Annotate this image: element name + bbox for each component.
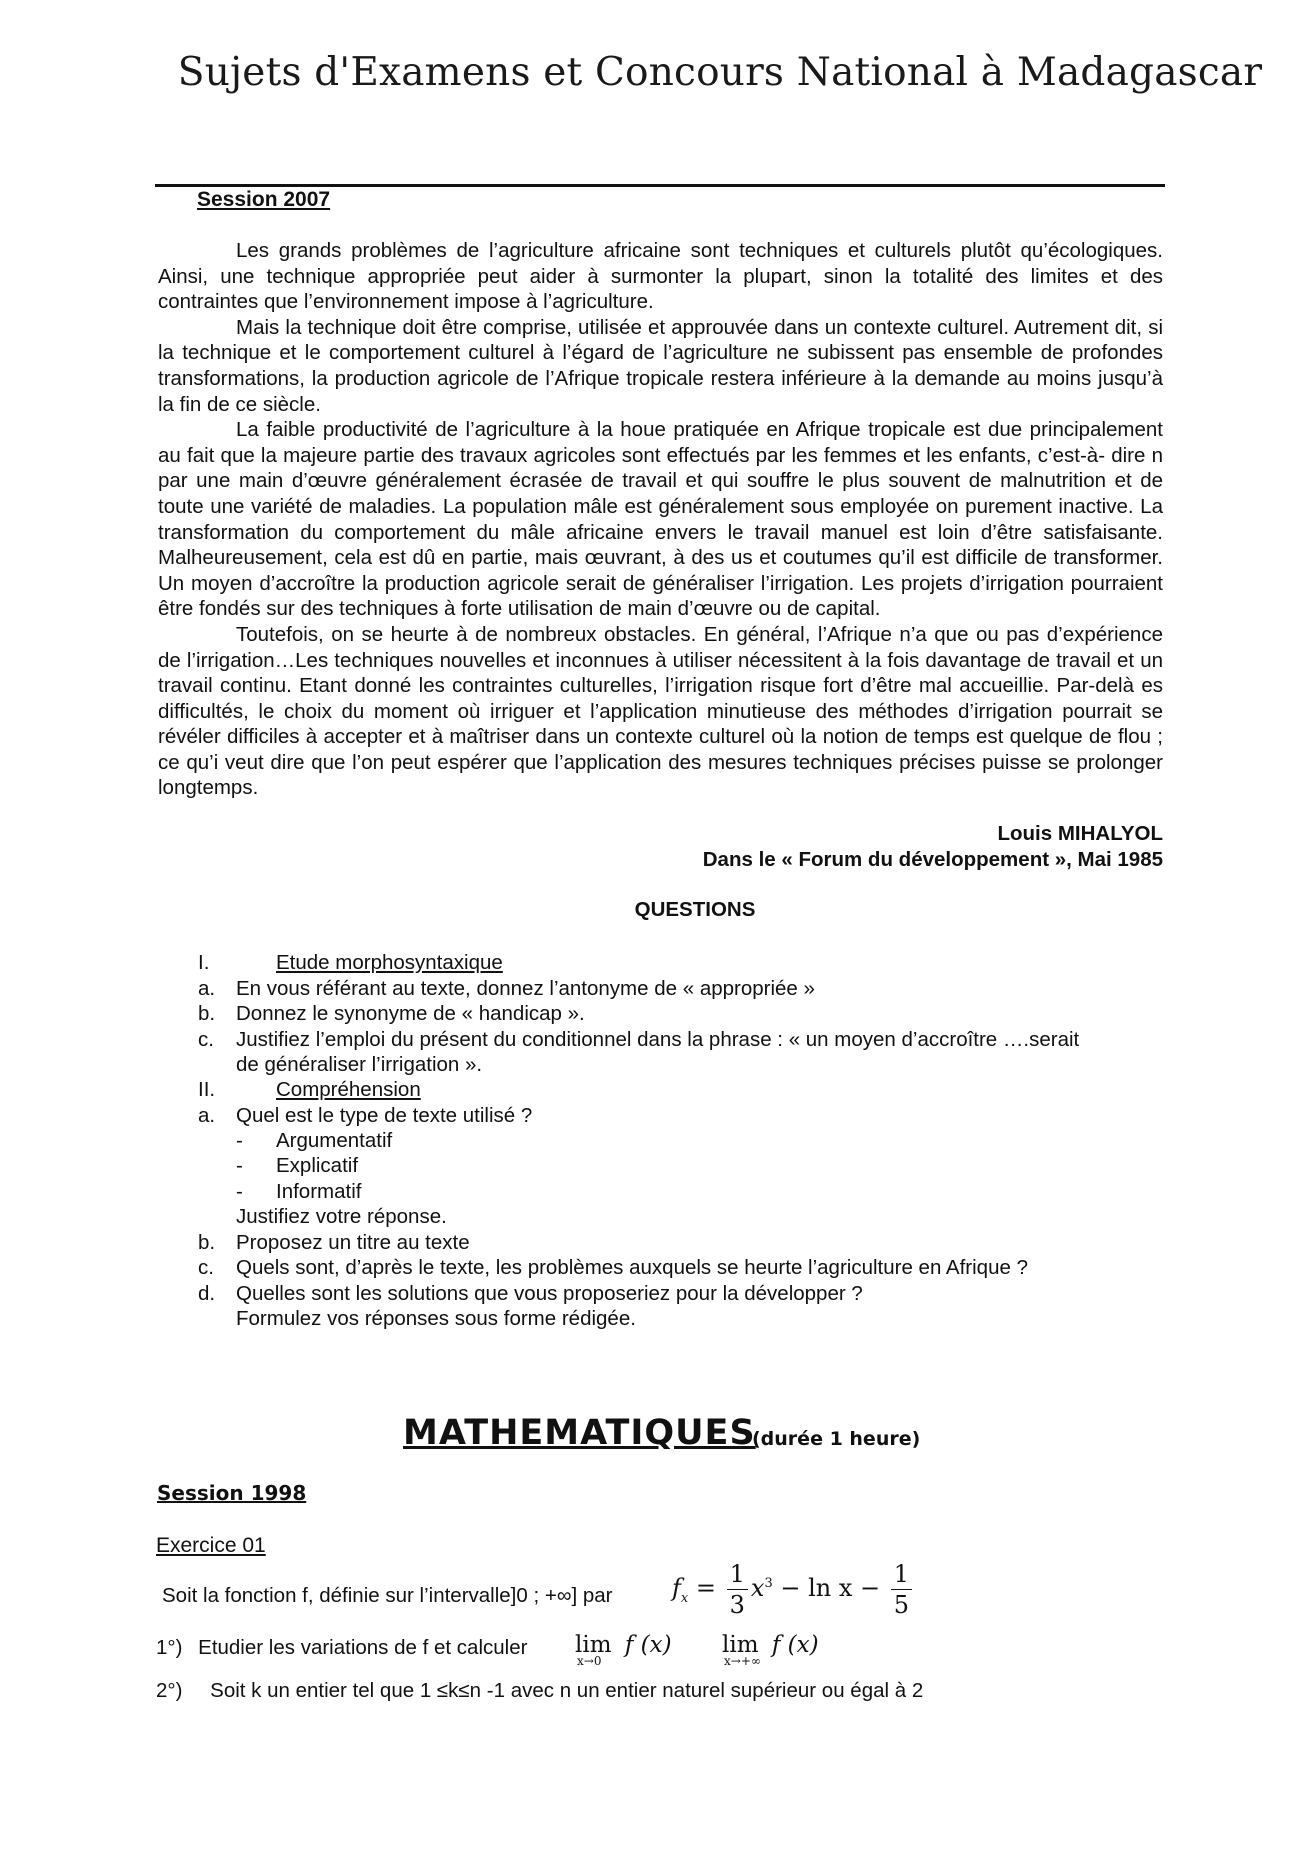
formula-lhs-subscript: x [680,1590,689,1606]
question-text: Justifiez votre réponse. [236,1205,447,1228]
limit-subscript: x→+∞ [724,1654,761,1668]
question-marker: d. [198,1282,216,1305]
limit-at-zero [575,1632,672,1668]
part-title: Compréhension [276,1078,421,1101]
passage-paragraph: La faible productivité de l’agriculture à la houe pratiquée en Afrique tropicale est due principalement au fait que la majeure partie des travaux agricoles sont effectués par les femmes et les enfants, c’est-à- dire n par une main d’œuvre généralement écrasée de travail et qui souffre le plus souvent de malnutrition et de toute une variété de maladies. La population mâle est généralement sous employée on purement inactive. La transformation du comportement du mâle africaine envers le travail manuel est loin d’être satisfaisante. Malheureusement, cela est dû en partie, mais œuvrant, à des us et coutumes qu’il est difficile de transformer. Un moyen d’accroître la production agricole serait de généraliser l’irrigation. Les projets d’irrigation pourraient être fondés sur des techniques à forte utilisation de main d’œuvre ou de capital. [158,418,1163,621]
question-text: Formulez vos réponses sous forme rédigée. [236,1307,636,1330]
formula-equals: = [695,1574,716,1602]
math-section-title: MATHEMATIQUES [403,1413,756,1453]
fraction-denominator: 5 [893,1591,910,1619]
fraction [891,1559,912,1620]
math-duration: (durée 1 heure) [752,1428,921,1450]
session-heading: Session 2007 [197,188,331,211]
question-text: Etudier les variations de f et calculer [198,1636,528,1659]
exercise-statement: Soit la fonction f, définie sur l’intervalle]0 ; +∞] par [162,1584,613,1607]
option-label: Argumentatif [276,1129,393,1152]
option-dash: - [236,1129,243,1152]
question-text: Quel est le type de texte utilisé ? [236,1104,533,1127]
question-marker: 1°) [156,1636,183,1659]
question-marker: a. [198,977,216,1000]
question-text: Justifiez l’emploi du présent du conditionnel dans la phrase : « un moyen d’accroître ….serait [236,1028,1080,1051]
limit-operator: lim [575,1632,612,1658]
question-2 [156,1679,923,1703]
fraction [727,1559,748,1620]
passage-paragraph: Les grands problèmes de l’agriculture africaine sont techniques et culturels plutôt qu’écologiques. Ainsi, une technique appropriée peut aider à surmonter la plupart, sinon la totalité des limites et des contraintes que l’environnement impose à l’agriculture. [158,239,1163,314]
question-text: Quels sont, d’après le texte, les problèmes auxquels se heurte l’agriculture en Afrique ? [236,1256,1028,1279]
passage-paragraph: Toutefois, on se heurte à de nombreux obstacles. En général, l’Afrique n’a que ou pas d’expérience de l’irrigation…Les techniques nouvelles et inconnues à utiliser nécessitent à la fois davantage de travail et un travail continu. Etant donné les contraintes culturelles, l’irrigation risque fort d’être mal accueillie. Par-delà es difficultés, le choix du moment où irriguer et l’application minutieuse des méthodes d’irrigation pourrait se révéler difficiles à accepter et à maîtriser dans un contexte culturel où la notion de temps est quelque de flou ; ce qu’i veut dire que l’on peut espérer que l’application des mesures techniques précises puisse se prolonger longtemps. [158,622,1163,800]
part-marker: II. [198,1078,216,1101]
question-text: Donnez le synonyme de « handicap ». [236,1002,585,1025]
question-text: Quelles sont les solutions que vous proposeriez pour la développer ? [236,1282,863,1305]
question-marker: c. [198,1028,214,1051]
question-text: Proposez un titre au texte [236,1231,470,1254]
limit-expression: f (x) [771,1632,819,1658]
passage-paragraph: Mais la technique doit être comprise, utilisée et approuvée dans un contexte culturel. Autrement dit, si la technique et le comportement culturel à l’égard de l’agriculture ne subissent pas ensemble de profondes transformations, la production agricole de l’Afrique tropicale restera inférieure à la demande au moins jusqu’à la fin de ce siècle. [158,315,1163,416]
question-1 [156,1636,527,1660]
function-formula [672,1559,915,1620]
limit-operator: lim [722,1632,759,1658]
option-label: Informatif [276,1180,362,1203]
limit-at-infinity [722,1632,819,1668]
reading-passage [158,238,1163,801]
part-title: Etude morphosyntaxique [276,951,503,974]
formula-lhs: f [672,1574,681,1602]
option-label: Explicatif [276,1154,359,1177]
question-marker: b. [198,1002,216,1025]
question-marker: 2°) [156,1679,183,1702]
math-session-heading: Session 1998 [157,1481,307,1505]
exercise-label: Exercice 01 [156,1534,266,1557]
questions-title: QUESTIONS [634,898,756,921]
page-header-title: Sujets d'Examens et Concours National à Madagascar [177,50,1263,95]
formula-middle: − ln x − [780,1574,881,1602]
question-text: En vous référant au texte, donnez l’antonyme de « appropriée » [236,977,815,1000]
formula-term: x [750,1574,765,1602]
header-rule [155,184,1165,187]
limit-expression: f (x) [624,1632,672,1658]
part-marker: I. [198,951,210,974]
fraction-numerator: 1 [891,1559,912,1590]
author-name: Louis MIHALYOL [997,822,1163,845]
fraction-denominator: 3 [729,1591,745,1619]
option-dash: - [236,1180,243,1203]
question-marker: a. [198,1104,216,1127]
question-marker: b. [198,1231,216,1254]
option-dash: - [236,1154,243,1177]
question-text: Soit k un entier tel que 1 ≤k≤n -1 avec n un entier naturel supérieur ou égal à 2 [210,1679,924,1702]
formula-exponent: 3 [764,1576,773,1591]
fraction-numerator: 1 [727,1559,748,1590]
question-text: de généraliser l’irrigation ». [236,1053,483,1076]
limit-subscript: x→0 [577,1654,602,1668]
attribution [703,821,1163,873]
source-citation: Dans le « Forum du développement », Mai 1985 [702,848,1163,871]
question-marker: c. [198,1256,214,1279]
